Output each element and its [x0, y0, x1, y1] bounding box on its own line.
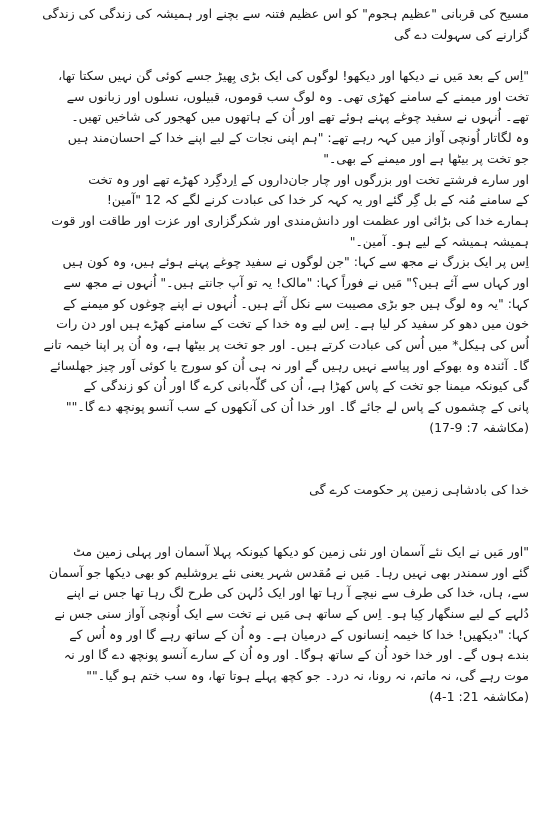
text-line: "اِس کے بعد مَیں نے دیکھا اور دیکھو! لوگوں کی ایک بڑی بِھیڑ جسے کوئی گن نہیں سکتا تھا، [58, 68, 529, 84]
text-line: ہمارے خدا کی بڑائی اور عظمت اور دانش‌مندی اور شکرگزاری اور عزت اور طاقت اور قوت [51, 212, 529, 228]
text-line: تخت اور میمنے کے سامنے کھڑی تھی۔ وہ لوگ سب قوموں، قبیلوں، نسلوں اور زبانوں سے [66, 88, 529, 104]
scripture-reference: (مکاشفہ 7: 9-17) [429, 419, 529, 435]
text-line: وہ لگاتار اُونچی آواز میں کہہ رہے تھے: "ہم اپنی نجات کے لیے اپنے خدا کے احسان‌مند ہیں [67, 130, 529, 146]
text-line: اور سارے فرشتے تخت اور بزرگوں اور چار جان‌داروں کے اِردگِرد کھڑے تھے اور وہ تخت [88, 171, 529, 187]
section-heading: خدا کی بادشاہی زمین پر حکومت کرے گی [309, 481, 529, 497]
paragraph-gap [8, 438, 529, 459]
text-line: موت رہے گی، نہ ماتم، نہ رونا، نہ درد۔ جو کچھ پہلے ہوتا تھا، وہ سب ختم ہو گیا۔"" [86, 668, 529, 683]
scripture-quote-revelation-7 [8, 66, 529, 438]
text-line: اِس پر ایک بزرگ نے مجھ سے کہا: "جن لوگوں نے سفید چوغے پہنے ہوئے ہیں، وہ کون ہیں [62, 254, 529, 270]
text-line: جو تخت پر بیٹھا ہے اور میمنے کے بھی۔" [323, 150, 529, 166]
scripture-reference: (مکاشفہ 21: 1-4) [429, 688, 529, 704]
text-line: خون میں دھو کر سفید کر لیا ہے۔ اِس لیے وہ خدا کے تخت کے سامنے کھڑے ہیں اور دن رات [56, 316, 529, 332]
text-line: تھے۔ اُنہوں نے سفید چوغے پہنے ہوئے تھے اور اُن کے ہاتھوں میں کھجور کی شاخیں تھیں۔ [71, 109, 529, 125]
text-line: "اور مَیں نے ایک نئے آسمان اور نئی زمین کو دیکھا کیونکہ پہلا آسمان اور پہلی زمین مٹ [73, 543, 529, 559]
text-line: اُس کی ہیکل* میں اُس کی عبادت کرتے ہیں۔ اور جو تخت پر بیٹھا ہے، وہ اُن پر اپنا خیمہ تانے [43, 337, 529, 352]
text-line: سے، ہاں، خدا کی طرف سے نیچے آ رہا تھا اور ایک دُلہن کی طرح لگ رہا تھا جس نے اپنے [66, 585, 529, 601]
text-line: گی کیونکہ میمنا جو تخت کے پاس کھڑا ہے، اُن کی گلّہ‌بانی کرے گا اور اُن کو زندگی کے [83, 378, 529, 394]
intro-paragraph [8, 4, 529, 45]
text-line: پانی کے چشموں کے پاس لے جائے گا۔ اور خدا اُن کی آنکھوں کے سب آنسو پونچھ دے گا۔"" [65, 399, 529, 415]
text-line: کے سامنے مُنہ کے بل گِر گئے اور یہ کہہ کر خدا کی عبادت کرنے لگے کہ 12 "آمین! [106, 192, 529, 208]
text-line: ہمیشہ ہمیشہ کے لیے ہو۔ آمین۔" [349, 233, 529, 249]
paragraph-gap [8, 501, 529, 522]
text-line: بندے ہوں گے۔ اور خدا خود اُن کے ساتھ ہوگا۔ اور وہ اُن کے سارے آنسو پونچھ دے گا اور نہ [63, 647, 529, 663]
text-line: کہا: "دیکھیں! خدا کا خیمہ اِنسانوں کے درمیان ہے۔ وہ اُن کے ساتھ رہے گا اور وہ اُس کے [69, 626, 529, 642]
paragraph-gap [8, 45, 529, 66]
paragraph-gap [8, 521, 529, 542]
text-line: مسیح کی قربانی "عظیم ہجوم" کو اس عظیم فتنہ سے بچنے اور ہمیشہ کی زندگی کی زندگی [42, 6, 529, 21]
scripture-quote-revelation-21 [8, 542, 529, 708]
paragraph-gap [8, 459, 529, 480]
text-line: دُلہے کے لیے سنگھار کِیا ہو۔ اِس کے ساتھ ہی مَیں نے تخت سے ایک اُونچی آواز سنی جس نے [54, 605, 529, 621]
text-line: گئے اور سمندر بھی نہیں رہا۔ مَیں نے مُقدس شہر یعنی نئے یروشلیم کو بھی دیکھا جو آسمان [48, 564, 529, 580]
text-line: کہا: "یہ وہ لوگ ہیں جو بڑی مصیبت سے نکل آئے ہیں۔ اُنہوں نے اپنے چوغوں کو میمنے کے [63, 295, 529, 311]
text-line: گا۔ آئندہ وہ بھوکے اور پیاسے نہیں رہیں گے اور نہ ہی اُن کو سورج یا کوئی اَور چیز جھلسائے [49, 357, 529, 373]
text-line: گزارنے کی سہولت دے گی [393, 26, 529, 42]
text-line: اور کہاں سے آئے ہیں؟" مَیں نے فوراً کہا: "مالک! یہ تو آپ جانتے ہیں۔" اُنہوں نے مجھ سے [63, 274, 529, 290]
